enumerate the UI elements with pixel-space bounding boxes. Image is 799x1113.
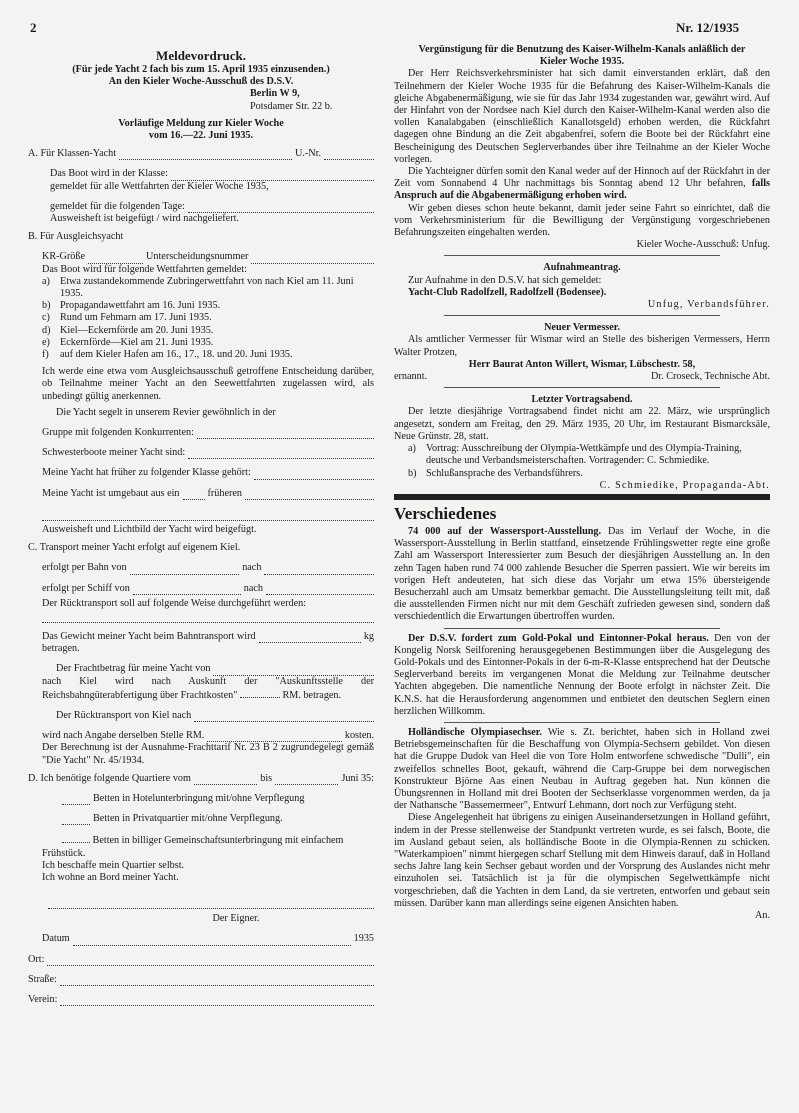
klasse-field[interactable] — [254, 470, 374, 480]
verein-field[interactable] — [60, 996, 374, 1006]
kanal-paragraph-1: Der Herr Reichsverkehrsminister hat sich damit einverstanden erklärt, daß den Teilnehmern der Kieler Woche 1935 für die Befahrung des Kaiser-Wilhelm-Kanals die gleiche Abgabenermäßigung, wie sie für das Jahr 1934 zugestanden war, gewährt wird. Auf der Hinfahrt von der Nordsee nach Kiel durch den Kaiser-Wilhelm-Kanal werden also die vollen Kanalabgaben (einschließlich Kanallotsgeld) erhoben werden, die Rückfahrt dagegen ohne Bindung an die Zeit abgabenfrei, sofern die Boote bei der Rückfahrt eine Bescheinigung des Deutschen Seglerverbandes über ihre Teilnahme an der Kieler Woche vorlegen. — [394, 68, 770, 165]
days-field[interactable] — [188, 203, 374, 213]
fracht-text: nach Kiel wird nach Auskunft der "Auskunftsstelle der Reichsbahngüterabfertigung über Frachtkosten" RM. betragen. — [42, 675, 374, 701]
kr-field[interactable] — [88, 254, 143, 264]
verein-row — [28, 994, 374, 1006]
verschiedenes-signature: An. — [755, 910, 770, 921]
verein-label: Verein: — [28, 993, 58, 1005]
aufnahme-signature: Unfug, Verbandsführer. — [647, 299, 770, 311]
vermesser-title: Neuer Vermesser. — [544, 322, 620, 334]
rueckkiel-field[interactable] — [194, 712, 374, 722]
kanal-paragraph-2: Die Yachteigner dürfen somit den Kanal weder auf der Hinnoch auf der Rückfahrt in der Zeit vom Sonnabend 4 Uhr nachmittags bis Sonntag abend 12 Uhr befahren, falls Anspruch auf die Abgabenermäßigung erhoben wird. — [394, 166, 770, 202]
eigner-signature-field[interactable] — [48, 896, 374, 909]
gruppe-row — [28, 427, 374, 439]
vortrag-title: Letzter Vortragsabend. — [531, 394, 633, 406]
kr-row — [28, 251, 374, 263]
section-a-row — [28, 148, 374, 160]
datum-label: Datum — [42, 933, 70, 945]
list-item: a) Vortrag: Ausschreibung der Olympia-Wettkämpfe und des Olympia-Training, deutsche und Verbandsmeisterschaften. Vortragender: C. Schmiedike. — [408, 443, 742, 467]
vermesser-footer: ernannt. Dr. Croseck, Technische Abt. — [394, 371, 770, 383]
class-yacht-field[interactable] — [119, 150, 292, 160]
form-address-2: Berlin W 9, — [250, 88, 300, 100]
list-item: b) Schlußansprache des Verbandsführers. — [408, 467, 583, 479]
list-item: a) Etwa zustandekommende Zubringerwettfahrt von nach Kiel am 11. Juni 1935. — [42, 275, 354, 300]
bahn-label: erfolgt per Bahn von — [42, 562, 127, 574]
all-races-text: gemeldet für alle Wettfahrten der Kieler Woche 1935, — [50, 180, 269, 192]
ort-row — [28, 954, 374, 966]
section-a-label: A. Für Klassen-Yacht — [28, 148, 117, 160]
schiff-from-field[interactable] — [133, 585, 241, 595]
fracht-label: Der Frachtbetrag für meine Yacht von — [56, 663, 211, 675]
announcements-column — [394, 44, 770, 922]
bahn-to-field[interactable] — [264, 565, 374, 575]
class-row — [28, 168, 374, 180]
gruppe-field[interactable] — [197, 429, 374, 439]
u-nr-label: U.-Nr. — [294, 148, 321, 160]
unt-field[interactable] — [251, 254, 374, 264]
bahn-from-field[interactable] — [130, 565, 240, 575]
unt-label: Unterscheidungsnummer — [146, 251, 249, 263]
schiff-row — [28, 583, 374, 595]
section-b-label: B. Für Ausgleichsyacht — [28, 231, 124, 243]
klasse-row — [28, 467, 374, 479]
class-field[interactable] — [171, 171, 374, 181]
list-item: b) Propagandawettfahrt am 16. Juni 1935. — [42, 300, 221, 312]
kosten-row — [28, 730, 374, 742]
verschiedenes-item-4: Diese Angelegenheit hat übrigens zu einigen Auseinandersetzungen in Holland geführt, indem in der Presse stellenweise der Standpunkt vertreten wurde, es sei falsch, Boote, die im Ausland gebaut seien, als holländische Boote in die Olympia-Rennen zu schicken. "Waterkampioen" nimmt hiergegen scharf Stellung mit dem Hinweis darauf, daß in Holland sechs Jahre lang kein Sechser gebaut worden und der Vorsprung des Auslandes nicht mehr einzuholen sei. Tatsächlich ist ja für die olympischen Segelwettkämpfe nicht vorgeschrieben, daß die Yachten in dem Land, da sie vertreten, entworfen und gebaut sein müssen. Darüber kann man allerdings seine eigenen Ansichten haben. — [394, 812, 770, 909]
fracht-from-field[interactable] — [213, 666, 374, 676]
umbau-field[interactable] — [183, 490, 205, 500]
kosten-label: kosten. — [344, 730, 374, 742]
betragen-text: betragen. — [42, 643, 80, 655]
schiff-nach-label: nach — [243, 582, 264, 594]
kanal-title: Vergünstigung für die Benutzung des Kaiser-Wilhelm-Kanals anläßlich der Kieler Woche 1935. — [418, 44, 746, 68]
billig-row — [28, 833, 374, 859]
umbau-row — [28, 488, 374, 500]
schwester-label: Schwesterboote meiner Yacht sind: — [42, 447, 186, 459]
class-label: Das Boot wird in der Klasse: — [50, 168, 168, 180]
fracht-rm-field[interactable] — [240, 688, 280, 698]
b-race-list — [28, 276, 374, 361]
frueher-field[interactable] — [245, 490, 374, 500]
verschiedenes-item-1: 74 000 auf der Wassersport-Ausstellung. Das im Verlauf der Woche, in die Wassersport-Ausstellung in Berlin stattfand, einsetzende Frühlingswetter regte eine große Zahl am Wassersport Interessierter zum Besuch der diesjährigen Ausstellung an. In den zehn Tagen haben rund 74 000 zahlende Besucher die Sperren passiert. Wie wir bereits im vorigen Heft andeuteten, hat sich diese das Vorjahr um etwa 15% übersteigende Besucherzahl auch am Umsatz bemerkbar gemacht. Die Ausstellungsleitung teilt mit, daß die ausstellenden Firmen nicht nur mit dem Geschäft zufrieden gewesen sind, sondern daß verschiedentlich die Erwartungen übertroffen wurden. — [394, 525, 770, 623]
divider — [444, 722, 720, 723]
schwester-row — [28, 447, 374, 459]
quartier-to-field[interactable] — [275, 775, 338, 785]
strasse-row — [28, 974, 374, 986]
umbau-label: Meine Yacht ist umgebaut aus ein — [42, 487, 180, 499]
divider — [444, 628, 720, 629]
section-bar — [394, 494, 770, 500]
lichtbild-text: Ausweisheft und Lichtbild der Yacht wird beigefügt. — [42, 523, 257, 535]
strasse-label: Straße: — [28, 973, 57, 985]
vermesser-name: Herr Baurat Anton Willert, Wismar, Lübschestr. 58, — [468, 358, 696, 370]
aufnahme-text: Zur Aufnahme in den D.S.V. hat sich gemeldet: — [408, 274, 602, 286]
hotel-count-field[interactable] — [62, 795, 90, 805]
issue-number: Nr. 12/1935 — [676, 20, 740, 35]
kosten-field[interactable] — [207, 732, 341, 742]
page-number: 2 — [30, 20, 37, 35]
bis-label: bis — [260, 772, 273, 784]
umbau-field-2[interactable] — [42, 508, 374, 521]
strasse-field[interactable] — [60, 976, 374, 986]
gruppe-label: Gruppe mit folgenden Konkurrenten: — [42, 427, 194, 439]
gewicht-row — [28, 631, 374, 643]
list-item: f) auf dem Kieler Hafen am 16., 17., 18. und 20. Juni 1935. — [42, 349, 293, 361]
vermesser-signature: Dr. Croseck, Technische Abt. — [650, 371, 770, 383]
tarif-text: Der Berechnung ist der Ausnahme-Frachttarif Nr. 23 B 2 zugrundegelegt gemäß "Die Yacht" Nr. 45/1934. — [42, 742, 374, 766]
rueckkiel-label: Der Rücktransport von Kiel nach — [56, 709, 192, 721]
datum-field[interactable] — [73, 936, 351, 946]
verschiedenes-item-3: Holländische Olympiasechser. Wie s. Zt. berichtet, haben sich in Holland zwei Betriebsgemeinschaften für die Beschaffung von Olympia-Sechsern gebildet. Von diesen hat die Gruppe Dudok van Heel die von Tore Holm entworfene schwedische "Dulli", ein zweifellos schnelles Boot, gekauft, während die Carp-Gruppe bei dem norwegischen Konstrukteur Björne Aas einen Neubau in Auftrag gegeben hat. Nun können die Übungsrennen in Holland mit drei Booten der Sechserklasse vorgenommen werden, da ja der Nathansche "Bassemermeer", Entwurf Lehmann, dort noch zur Verfügung steht. — [394, 726, 770, 812]
gewicht-label: Das Gewicht meiner Yacht beim Bahntransport wird — [42, 630, 256, 642]
u-nr-field[interactable] — [324, 150, 374, 160]
datum-row — [28, 933, 374, 945]
days-row — [28, 201, 374, 213]
ort-field[interactable] — [47, 956, 374, 966]
form-note: (Für jede Yacht 2 fach bis zum 15. April 1935 einzusenden.) — [72, 64, 330, 75]
kg-label: kg — [363, 630, 374, 642]
section-d-label: D. Ich benötige folgende Quartiere vom — [28, 772, 191, 784]
form-heading-2: vom 16.—22. Juni 1935. — [148, 130, 254, 142]
divider — [444, 255, 720, 256]
divider — [444, 387, 720, 388]
days-label: gemeldet für die folgenden Tage: — [50, 200, 185, 212]
aufnahme-title: Aufnahmeantrag. — [543, 262, 621, 274]
vortrag-text: Der letzte diesjährige Vortragsabend findet nicht am 22. März, wie ursprünglich angesetzt, sondern am Freitag, den 29. März 1935, 20 Uhr, im Restaurant Bismarcksäle, Neue Grünstr. 28, statt. — [394, 406, 770, 442]
form-heading-1: Vorläufige Meldung zur Kieler Woche — [118, 117, 284, 129]
list-item: d) Kiel—Eckernförde am 20. Juni 1935. — [42, 324, 214, 336]
privat-count-field[interactable] — [62, 815, 90, 825]
rueckkiel-row — [28, 710, 374, 722]
verschiedenes-title: Verschiedenes — [394, 503, 497, 523]
juni-label: Juni 35: — [341, 772, 374, 784]
rueck-text: Der Rücktransport soll auf folgende Weise durchgeführt werden: — [42, 597, 307, 609]
selbst-option[interactable]: Ich beschaffe mein Quartier selbst. — [42, 859, 185, 871]
hotel-label: Betten in Hotelunterbringung mit/ohne Verpflegung — [93, 792, 305, 804]
ort-label: Ort: — [28, 953, 45, 965]
kr-label: KR-Größe — [42, 251, 86, 263]
kanal-signature: Kieler Woche-Ausschuß: Unfug. — [636, 239, 770, 251]
b-decision-text: Ich werde eine etwa vom Ausgleichsausschuß getroffene Entscheidung darüber, ob Teilnahme meiner Yacht an den Seewettfahrten zugelassen wird, als unbedingt gültig anerkennen. — [42, 366, 374, 402]
bord-option[interactable]: Ich wohne an Bord meiner Yacht. — [42, 871, 179, 883]
form-title: Meldevordruck. — [156, 48, 246, 63]
list-item: e) Eckernförde—Kiel am 21. Juni 1935. — [42, 336, 214, 348]
quartier-from-field[interactable] — [194, 775, 257, 785]
billig-count-field[interactable] — [62, 833, 90, 843]
rueck-field[interactable] — [42, 610, 374, 623]
eigner-label: Der Eigner. — [212, 913, 260, 925]
jahr-label: 1935 — [353, 933, 374, 945]
privat-row — [28, 813, 374, 825]
gewicht-field[interactable] — [259, 633, 361, 643]
verschiedenes-item-2: Der D.S.V. fordert zum Gold-Pokal und Eintonner-Pokal heraus. Den von der Kongelig Norsk Seilforening herausgegebenen Bestimmungen über die Ausgelegung des Gold-Pokals und des Eintonner-Pokals in der 6-m-R-Klasse entsprechend hat der Deutsche Seglerverband bereits im vergangenen Monat die Meldung zur Teilnahme deutscher Yachten abgegeben. Die namentliche Nennung der Boote erfolgt in nächster Zeit. Die K.N.S. hat die Herausforderung angenommen und entbietet den deutschen Seglern einen herzlichen Willkomm. — [394, 632, 771, 717]
a-ausweis-text: Ausweisheft ist beigefügt / wird nachgeliefert. — [50, 213, 239, 225]
kanal-paragraph-3: Wir geben dieses schon heute bekannt, damit jeder seine Fahrt so einrichtet, daß die vom Verkehrsministerium für die Bewilligung der Vergünstigung vorgeschriebenen Befahrungszeiten eingehalten werden. — [394, 202, 770, 239]
list-item: c) Rund um Fehmarn am 17. Juni 1935. — [42, 312, 212, 324]
privat-label: Betten in Privatquartier mit/ohne Verpflegung. — [93, 813, 283, 825]
schiff-label: erfolgt per Schiff von — [42, 582, 130, 594]
schiff-to-field[interactable] — [266, 585, 374, 595]
schwester-field[interactable] — [188, 449, 374, 459]
form-address-1: An den Kieler Woche-Ausschuß des D.S.V. — [108, 76, 294, 88]
b-revier-text: Die Yacht segelt in unserem Revier gewöhnlich in der — [56, 406, 276, 418]
bahn-row — [28, 562, 374, 574]
vermesser-text: Als amtlicher Vermesser für Wismar wird an Stelle des bisherigen Vermessers, Herrn Walter Protzen, — [394, 334, 770, 358]
hotel-row — [28, 793, 374, 805]
bahn-nach-label: nach — [242, 562, 262, 574]
section-c-label: C. Transport meiner Yacht erfolgt auf eigenem Kiel. — [28, 542, 241, 554]
fracht-row — [28, 663, 374, 675]
klasse-label: Meine Yacht hat früher zu folgender Klasse gehört: — [42, 467, 251, 479]
divider — [444, 315, 720, 316]
section-d-row — [28, 773, 374, 785]
registration-form — [28, 44, 374, 1006]
b-races-text: Das Boot wird für folgende Wettfahrten gemeldet: — [42, 263, 247, 275]
billig-label: Betten in billiger Gemeinschaftsunterbringung mit einfachem Frühstück. — [42, 835, 344, 859]
angabe-label: wird nach Angabe derselben Stelle RM. — [42, 730, 205, 742]
vortrag-signature: C. Schmiedike, Propaganda-Abt. — [599, 479, 770, 491]
form-address-3: Potsdamer Str. 22 b. — [250, 100, 333, 112]
frueher-label: früheren — [207, 487, 243, 499]
aufnahme-club: Yacht-Club Radolfzell, Radolfzell (Bodensee). — [408, 286, 607, 298]
